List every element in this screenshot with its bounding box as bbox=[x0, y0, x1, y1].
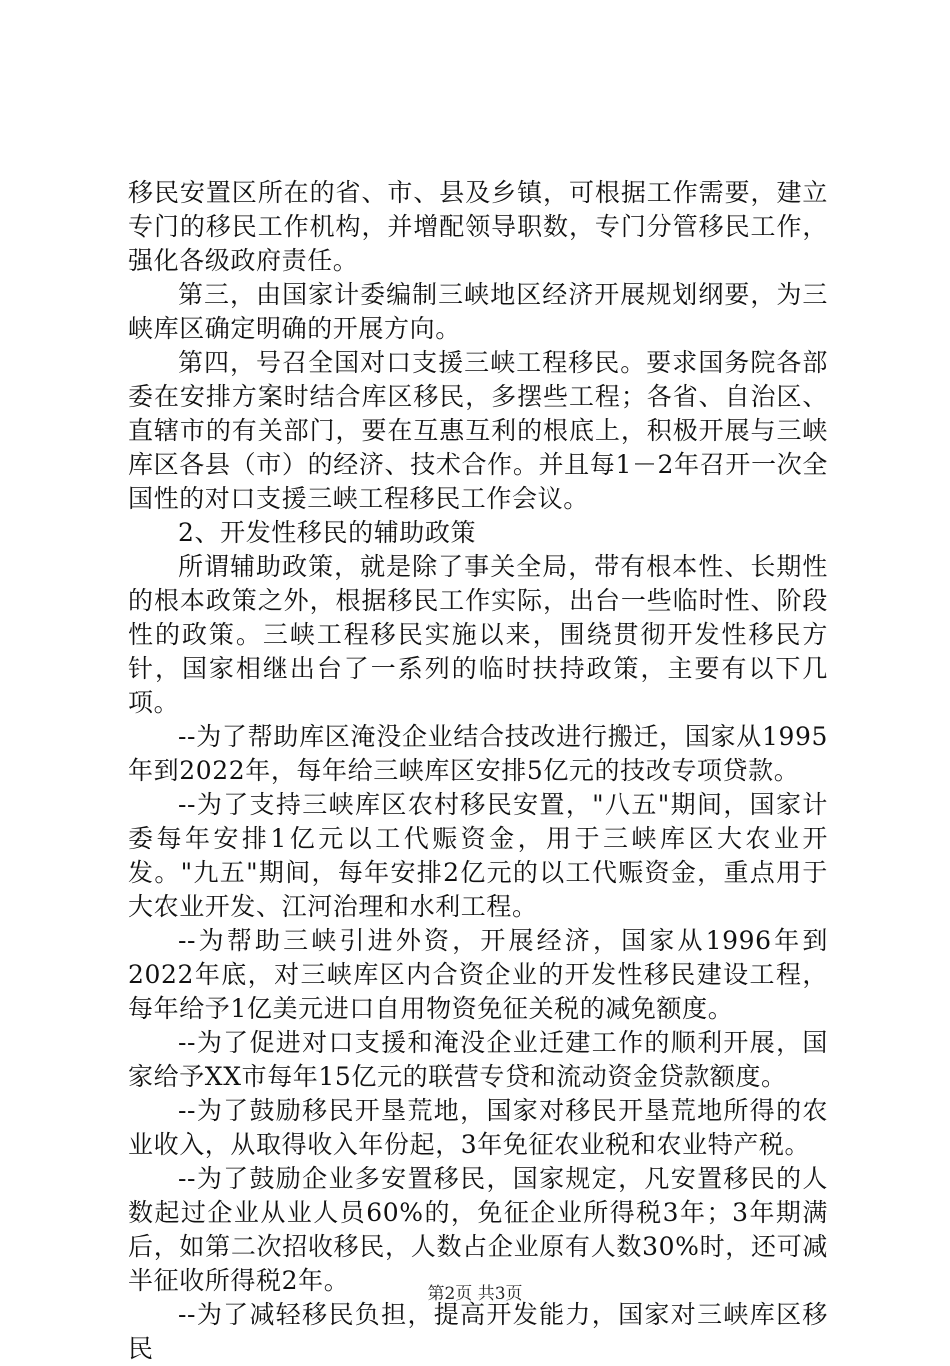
section-heading: 2、开发性移民的辅助政策 bbox=[178, 518, 477, 547]
policy-item: --为了支持三峡库区农村移民安置，"八五"期间，国家计委每年安排1亿元以工代赈资金，用于三峡库区大农业开发。"九五"期间，每年安排2亿元的以工代赈资金，重点用于大农业开发、江河治理和水利工程。 bbox=[128, 790, 828, 921]
paragraph: 所谓辅助政策，就是除了事关全局，带有根本性、长期性的根本政策之外，根据移民工作实际，出台一些临时性、阶段性的政策。三峡工程移民实施以来，围绕贯彻开发性移民方针，国家相继出台了一系列的临时扶持政策，主要有以下几项。 bbox=[128, 552, 828, 717]
policy-item: --为了帮助库区淹没企业结合技改进行搬迁，国家从1995年到2022年，每年给三峡库区安排5亿元的技改专项贷款。 bbox=[128, 722, 828, 785]
policy-item: --为了鼓励企业多安置移民，国家规定，凡安置移民的人数起过企业从业人员60%的，免征企业所得税3年；3年期满后，如第二次招收移民，人数占企业原有人数30%时，还可减半征收所得税2年。 bbox=[128, 1164, 828, 1295]
paragraph: 第三，由国家计委编制三峡地区经济开展规划纲要，为三峡库区确定明确的开展方向。 bbox=[128, 280, 828, 343]
paragraph: 第四，号召全国对口支援三峡工程移民。要求国务院各部委在安排方案时结合库区移民，多摆些工程；各省、自治区、直辖市的有关部门，要在互惠互利的根底上，积极开展与三峡库区各县（市）的经济、技术合作。并且每1－2年召开一次全国性的对口支援三峡工程移民工作会议。 bbox=[128, 348, 828, 513]
document-body bbox=[128, 176, 828, 1366]
policy-item: --为了促进对口支援和淹没企业迁建工作的顺利开展，国家给予XX市每年15亿元的联营专贷和流动资金贷款额度。 bbox=[128, 1028, 828, 1091]
policy-item: --为帮助三峡引进外资，开展经济，国家从1996年到2022年底，对三峡库区内合资企业的开发性移民建设工程，每年给予1亿美元进口自用物资免征关税的减免额度。 bbox=[128, 926, 828, 1023]
policy-item: --为了减轻移民负担，提高开发能力，国家对三峡库区移民 bbox=[128, 1300, 828, 1363]
paragraph: 移民安置区所在的省、市、县及乡镇，可根据工作需要，建立专门的移民工作机构，并增配领导职数，专门分管移民工作，强化各级政府责任。 bbox=[128, 178, 828, 275]
policy-item: --为了鼓励移民开垦荒地，国家对移民开垦荒地所得的农业收入，从取得收入年份起，3年免征农业税和农业特产税。 bbox=[128, 1096, 828, 1159]
page-footer: 第2页 共3页 bbox=[427, 1284, 523, 1304]
